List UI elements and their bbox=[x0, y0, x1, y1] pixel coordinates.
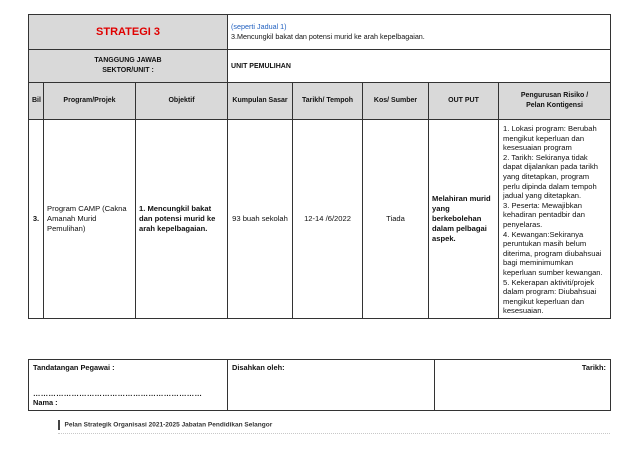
cell-program: Program CAMP (Cakna Amanah Murid Pemulihan) bbox=[44, 120, 136, 319]
strategy-row bbox=[29, 15, 611, 50]
header-risiko bbox=[499, 83, 611, 120]
header-row bbox=[29, 83, 611, 120]
name-label: Nama : bbox=[33, 398, 58, 407]
header-risiko-line2: Pelan Kontigensi bbox=[526, 102, 583, 109]
approved-by-cell bbox=[228, 360, 435, 411]
strategy-reference: (seperti Jadual 1) bbox=[231, 22, 287, 31]
header-tarikh: Tarikh/ Tempoh bbox=[293, 83, 363, 120]
risiko-item: 2. Tarikh: Sekiranya tidak dapat dijalankan pada tarikh yang ditetapkan, program perlu dipinda dalam tempoh jadual yang ditetapkan. bbox=[503, 152, 599, 201]
header-bil: Bil bbox=[29, 83, 44, 120]
risiko-item: 1. Lokasi program: Berubah mengikut keperluan dan kesesuaian program bbox=[503, 124, 597, 153]
risiko-item: 3. Peserta: Mewajibkan kehadiran pentadbir dan penyelaras. bbox=[503, 200, 585, 229]
risiko-item: 5. Kekerapan aktiviti/projek dalam program: Diubahsuai mengikut keperluan dan kesesuaian. bbox=[503, 277, 597, 316]
cell-tarikh: 12-14 /6/2022 bbox=[293, 120, 363, 319]
header-risiko-line1: Pengurusan Risiko / bbox=[520, 92, 589, 99]
responsibility-label bbox=[29, 50, 228, 83]
page-footer bbox=[58, 420, 272, 430]
strategy-title: STRATEGI 3 bbox=[29, 15, 228, 50]
signature-officer-cell bbox=[29, 360, 228, 411]
strategy-table bbox=[28, 14, 611, 319]
header-objektif: Objektif bbox=[136, 83, 228, 120]
footer-divider bbox=[58, 420, 60, 430]
cell-kos: Tiada bbox=[363, 120, 429, 319]
strategy-description-cell bbox=[228, 15, 611, 50]
signature-line: ………………………………………………………… bbox=[33, 389, 203, 398]
cell-risiko bbox=[499, 120, 611, 319]
signature-row bbox=[29, 360, 611, 411]
signature-table bbox=[28, 359, 611, 411]
header-kumpulan: Kumpulan Sasar bbox=[228, 83, 293, 120]
date-cell bbox=[435, 360, 611, 411]
cell-objektif: 1. Mencungkil bakat dan potensi murid ke arah kepelbagaian. bbox=[136, 120, 228, 319]
cell-kumpulan: 93 buah sekolah bbox=[228, 120, 293, 319]
approved-by-label: Disahkan oleh: bbox=[232, 363, 285, 372]
responsibility-label-line2: SEKTOR/UNIT : bbox=[102, 67, 154, 74]
footer-rule bbox=[58, 433, 610, 434]
risiko-item: 4. Kewangan:Sekiranya peruntukan masih belum diterima, program diubahsuai bagi meminimumkan keperluan sumber kewangan. bbox=[503, 229, 603, 277]
responsibility-value: UNIT PEMULIHAN bbox=[228, 50, 611, 83]
date-label: Tarikh: bbox=[581, 363, 606, 372]
cell-bil: 3. bbox=[29, 120, 44, 319]
responsibility-label-line1: TANGGUNG JAWAB bbox=[94, 57, 162, 64]
responsibility-row bbox=[29, 50, 611, 83]
footer-text: Pelan Strategik Organisasi 2021-2025 Jabatan Pendidikan Selangor bbox=[64, 421, 273, 429]
header-kos: Kos/ Sumber bbox=[363, 83, 429, 120]
strategy-description: 3.Mencungkil bakat dan potensi murid ke arah kepelbagaian. bbox=[231, 32, 425, 41]
cell-output: Melahiran murid yang berkebolehan dalam pelbagai aspek. bbox=[429, 120, 499, 319]
header-program: Program/Projek bbox=[44, 83, 136, 120]
header-output: OUT PUT bbox=[429, 83, 499, 120]
signature-label: Tandatangan Pegawai : bbox=[33, 363, 115, 372]
table-row bbox=[29, 120, 611, 319]
